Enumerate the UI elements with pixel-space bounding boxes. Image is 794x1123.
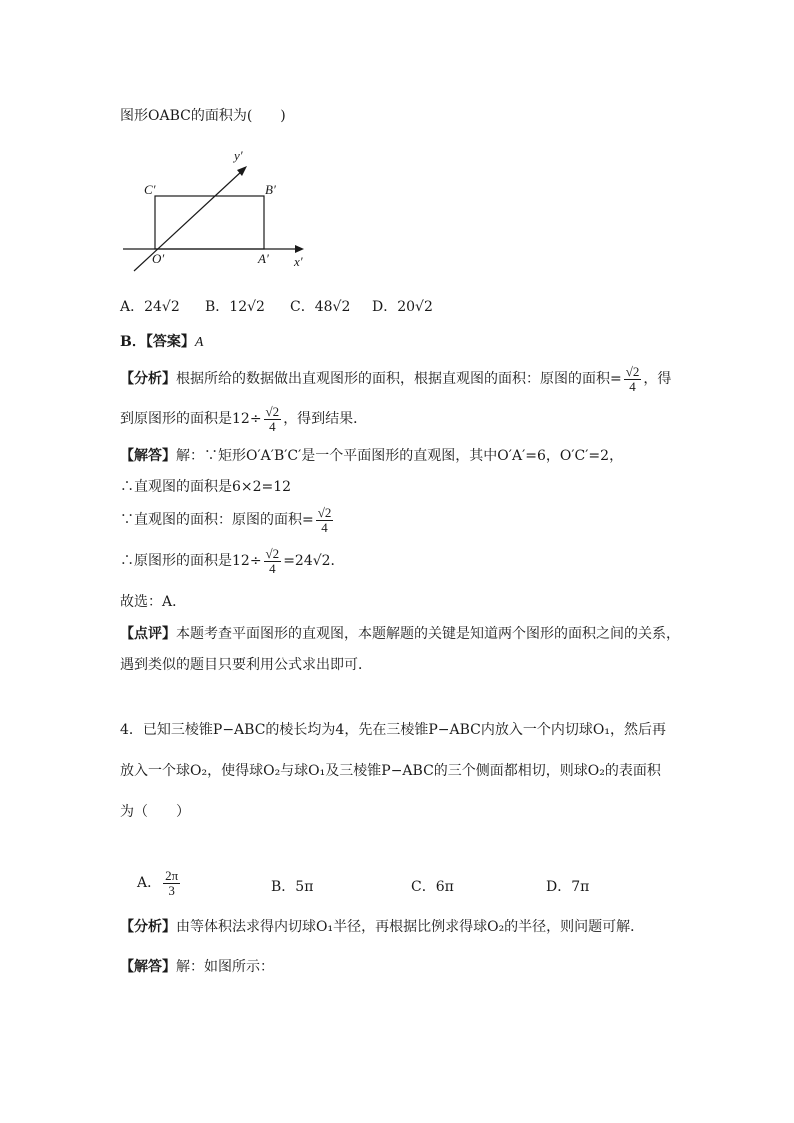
rectangle-oabc [155,196,264,249]
analysis-text: 根据所给的数据做出直观图形的面积，根据直观图的面积：原图的面积= [176,371,622,387]
q4-option-a: A． $\frac{2\pi}{3}$ [137,867,179,898]
q3-answer [120,332,203,353]
solution-text: 解：∵矩形O′A′B′C′是一个平面图形的直观图，其中O′A′=6，O′C′=2， [176,448,624,464]
answer-value: A [194,335,204,350]
x-axis-arrow [295,245,304,253]
q4-stem-line-1: 4．已知三棱锥P−ABC的棱长均为4，先在三棱锥P−ABC内放入一个内切球O₁，然后再 [120,722,666,738]
q3-stem: 图形OABC的面积为( ) [120,108,286,124]
analysis-tag: 【分析】 [120,919,176,935]
q4-stem-line-3: 为（ ） [120,804,190,820]
q3-option-d: D．20√2 [372,299,433,315]
q3-solution-line-3 [120,505,335,535]
fraction: $\frac{√2}{4}$ [317,504,332,535]
answer-tag: B．【答案】 [120,334,195,350]
comment-tag: 【点评】 [120,626,176,642]
q4-stem-line-2: 放入一个球O₂，使得球O₂与球O₁及三棱锥P−ABC的三个侧面都相切，则球O₂的表面积 [120,763,661,779]
q3-solution-line-2: ∴直观图的面积是6×2=12 [120,479,292,495]
label-b: B′ [265,182,276,197]
solution-text: 解：如图所示： [176,959,274,975]
comment-text: 本题考查平面图形的直观图，本题解题的关键是知道两个图形的面积之间的关系， [176,626,680,642]
fraction: $\frac{2\pi}{3}$ [165,867,179,898]
q3-option-b: B．12√2 [205,299,265,315]
fraction: $\frac{√2}{4}$ [265,545,280,576]
q3-analysis-line-1 [120,364,671,394]
solution-text: ∴原图形的面积是12÷ [120,553,262,569]
analysis-tag: 【分析】 [120,371,176,387]
label-y: y′ [234,148,243,163]
q4-option-c: C．6π [411,879,454,895]
fraction: $\frac{√2}{4}$ [625,363,640,394]
analysis-text: ，得 [643,371,672,387]
q3-comment-line-2: 遇到类似的题目只要利用公式求出即可． [120,657,372,673]
q4-option-d: D．7π [546,879,590,895]
label-c: C′ [144,182,156,197]
q3-comment-line-1 [120,624,680,644]
analysis-text: 由等体积法求得内切球O₁半径，再根据比例求得球O₂的半径，则问题可解． [176,919,645,935]
q4-option-b: B．5π [271,879,314,895]
fraction: $\frac{√2}{4}$ [265,403,280,434]
solution-text: ∵直观图的面积：原图的面积= [120,512,314,528]
analysis-text: ，得到结果． [283,411,368,427]
solution-tag: 【解答】 [120,448,176,464]
q3-solution-line-5: 故选：A． [120,594,187,610]
q3-option-a: A．24√2 [120,299,180,315]
oblique-drawing-figure [118,145,318,275]
q3-analysis-line-2 [120,404,367,434]
analysis-text: 到原图形的面积是12÷ [120,411,262,427]
q3-solution-line-1 [120,446,623,466]
q3-option-c: C．48√2 [290,299,351,315]
q4-analysis [120,917,644,937]
label-x: x′ [294,254,303,269]
label-o: O′ [152,251,165,266]
solution-tag: 【解答】 [120,959,176,975]
label-a: A′ [258,251,269,266]
q3-solution-line-4 [120,546,345,576]
q4-solution [120,957,274,977]
solution-text: =24√2． [283,553,345,569]
